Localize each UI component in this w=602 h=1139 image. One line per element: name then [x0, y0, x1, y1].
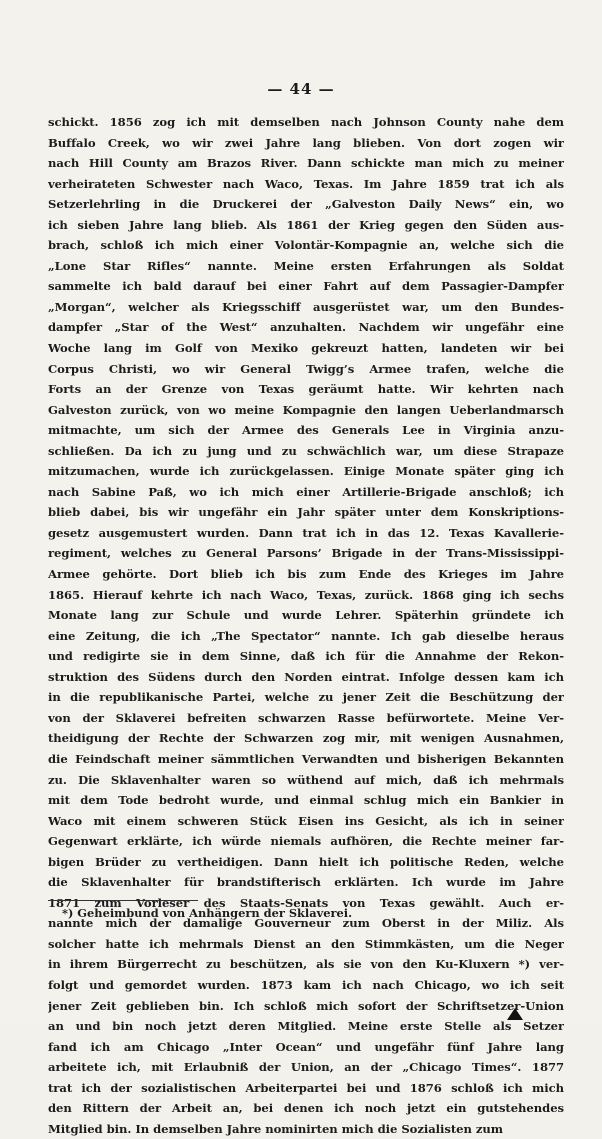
text-line: 1865. Hierauf kehrte ich nach Waco, Texas, zurück. 1868 ging ich sechs — [48, 587, 564, 602]
text-line: die Feindschaft meiner sämmtlichen Verwandten und bisherigen Bekannten — [48, 751, 564, 766]
body-text — [48, 112, 564, 1139]
text-line: Armee gehörte. Dort blieb ich bis zum Ende des Krieges im Jahre — [48, 567, 564, 582]
text-line: in ihrem Bürgerrecht zu beschützen, als sie von den Ku-Kluxern *) ver- — [48, 957, 564, 972]
text-line: jener Zeit geblieben bin. Ich schloß mich sofort der Schriftsetzer-Union — [48, 998, 564, 1013]
text-line: brach, schloß ich mich einer Volontär-Kompagnie an, welche sich die — [48, 238, 564, 253]
text-line: arbeitete ich, mit Erlaubniß der Union, an der „Chicago Times“. 1877 — [48, 1060, 564, 1075]
text-line: solcher hatte ich mehrmals Dienst an den Stimmkästen, um die Neger — [48, 936, 564, 951]
footnote: *) Geheimbund von Anhängern der Sklaverei. — [62, 906, 353, 920]
text-line: Galveston zurück, von wo meine Kompagnie den langen Ueberlandmarsch — [48, 402, 564, 417]
text-line: zu. Die Sklavenhalter waren so wüthend auf mich, daß ich mehrmals — [48, 772, 564, 787]
text-line: Waco mit einem schweren Stück Eisen ins Gesicht, als ich in seiner — [48, 813, 564, 828]
text-line: Woche lang im Golf von Mexiko gekreuzt hatten, landeten wir bei — [48, 341, 564, 356]
page-number: — 44 — — [267, 80, 335, 98]
text-line: theidigung der Rechte der Schwarzen zog mir, mit wenigen Ausnahmen, — [48, 731, 564, 746]
text-line: von der Sklaverei befreiten schwarzen Rasse befürwortete. Meine Ver- — [48, 710, 564, 725]
text-line: die Sklavenhalter für brandstifterisch erklärten. Ich wurde im Jahre — [48, 875, 564, 890]
text-line: schickt. 1856 zog ich mit demselben nach Johnson County nahe dem — [48, 115, 564, 129]
text-line: eine Zeitung, die ich „The Spectator“ nannte. Ich gab dieselbe heraus — [48, 628, 564, 643]
text-line: sammelte ich bald darauf bei einer Fahrt auf dem Passagier-Dampfer — [48, 279, 564, 294]
text-line: struktion des Südens durch den Norden eintrat. Infolge dessen kam ich — [48, 669, 564, 684]
text-line: Gegenwart erklärte, ich würde niemals aufhören, die Rechte meiner far- — [48, 834, 564, 849]
text-line: mitzumachen, wurde ich zurückgelassen. Einige Monate später ging ich — [48, 464, 564, 479]
text-line: mit dem Tode bedroht wurde, und einmal schlug mich ein Bankier in — [48, 793, 564, 808]
text-line: und redigirte sie in dem Sinne, daß ich für die Annahme der Rekon- — [48, 649, 564, 664]
text-line: fand ich am Chicago „Inter Ocean“ und ungefähr fünf Jahre lang — [48, 1039, 564, 1054]
text-line: nach Sabine Paß, wo ich mich einer Artillerie-Brigade anschloß; ich — [48, 484, 564, 499]
text-line: blieb dabei, bis wir ungefähr ein Jahr später unter dem Konskriptions- — [48, 505, 564, 520]
text-line: den Rittern der Arbeit an, bei denen ich noch jetzt ein gutstehendes — [48, 1101, 564, 1116]
text-line: Forts an der Grenze von Texas geräumt hatte. Wir kehrten nach — [48, 382, 564, 397]
text-line: dampfer „Star of the West“ anzuhalten. Nachdem wir ungefähr eine — [48, 320, 564, 335]
text-line: ich sieben Jahre lang blieb. Als 1861 der Krieg gegen den Süden aus- — [48, 217, 564, 232]
text-line: nannte mich der damalige Gouverneur zum Oberst in der Miliz. Als — [48, 916, 564, 931]
text-line: folgt und gemordet wurden. 1873 kam ich nach Chicago, wo ich seit — [48, 977, 564, 992]
text-line: „Lone Star Rifles“ nannte. Meine ersten Erfahrungen als Soldat — [48, 258, 564, 273]
text-line: trat ich der sozialistischen Arbeiterpartei bei und 1876 schloß ich mich — [48, 1080, 564, 1095]
text-line: an und bin noch jetzt deren Mitglied. Meine erste Stelle als Setzer — [48, 1019, 564, 1034]
text-line: nach Hill County am Brazos River. Dann schickte man mich zu meiner — [48, 156, 564, 171]
text-line: bigen Brüder zu vertheidigen. Dann hielt ich politische Reden, welche — [48, 854, 564, 869]
text-line: Monate lang zur Schule und wurde Lehrer. Späterhin gründete ich — [48, 608, 564, 623]
text-line: Setzerlehrling in die Druckerei der „Galveston Daily News“ ein, wo — [48, 197, 564, 212]
footnote-rule — [48, 900, 198, 901]
text-line: Buffalo Creek, wo wir zwei Jahre lang blieben. Von dort zogen wir — [48, 135, 564, 150]
text-line: in die republikanische Partei, welche zu jener Zeit die Beschützung der — [48, 690, 564, 705]
text-line: schließen. Da ich zu jung und zu schwächlich war, um diese Strapaze — [48, 443, 564, 458]
text-line: Corpus Christi, wo wir General Twigg’s Armee trafen, welche die — [48, 361, 564, 376]
corner-triangle-icon — [507, 1008, 523, 1020]
text-line: gesetz ausgemustert wurden. Dann trat ich in das 12. Texas Kavallerie- — [48, 525, 564, 540]
text-line: Mitglied bin. In demselben Jahre nominirten mich die Sozialisten zum — [48, 1121, 503, 1136]
text-line: regiment, welches zu General Parsons’ Brigade in der Trans-Mississippi- — [48, 546, 564, 561]
text-line: „Morgan“, welcher als Kriegsschiff ausgerüstet war, um den Bundes- — [48, 299, 564, 314]
text-line: mitmachte, um sich der Armee des Generals Lee in Virginia anzu- — [48, 423, 564, 438]
text-line: 1871 zum Vorleser des Staats-Senats von Texas gewählt. Auch er- — [48, 895, 564, 910]
text-line: verheirateten Schwester nach Waco, Texas. Im Jahre 1859 trat ich als — [48, 176, 564, 191]
